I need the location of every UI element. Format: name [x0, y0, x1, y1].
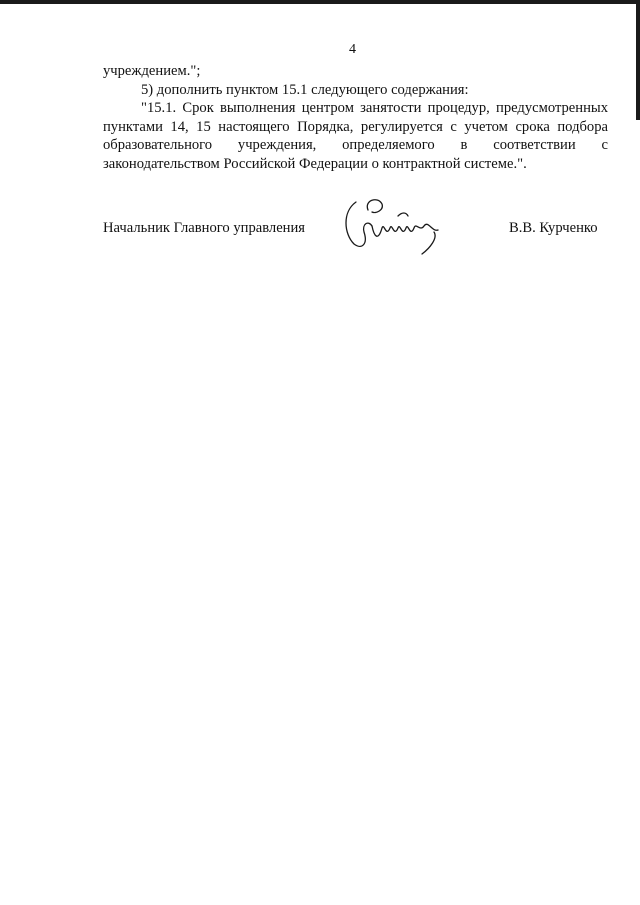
paragraph-continuation: учреждением.";: [103, 63, 201, 79]
signatory-name: В.В. Курченко: [509, 220, 598, 236]
scan-edge-right: [636, 0, 640, 120]
paragraph-clause-15-1: "15.1. Срок выполнения центром занятости процедур, предусмотренных пунктами 14, 15 настоящего Порядка, регулируется с учетом срока подбора образовательного учреждения, определяемого в соответствии с законодательством Российской Федерации о контрактной системе.".: [103, 100, 608, 172]
page-number: 4: [349, 42, 356, 57]
handwritten-signature: [338, 192, 450, 262]
signature-block: [0, 210, 640, 270]
paragraph-amendment-item: 5) дополнить пунктом 15.1 следующего содержания:: [141, 81, 469, 98]
document-body: [103, 62, 608, 174]
scan-edge-top: [0, 0, 640, 4]
signatory-position: Начальник Главного управления: [103, 220, 306, 236]
